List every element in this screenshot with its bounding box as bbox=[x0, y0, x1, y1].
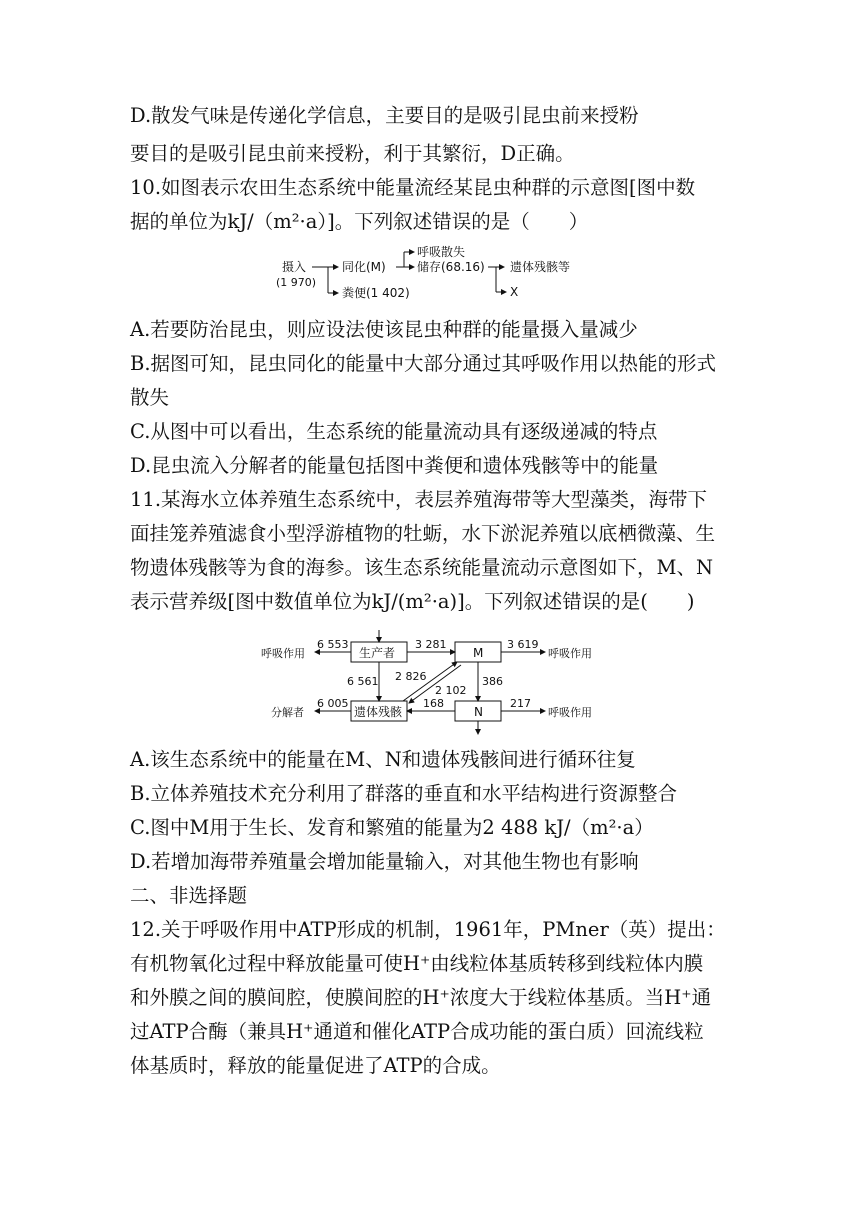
value-producer-respiration: 6 553 bbox=[317, 638, 349, 651]
aquaculture-energy-flow-diagram bbox=[255, 628, 605, 738]
decomposer-label: 分解者 bbox=[271, 706, 304, 719]
option-a: A.该生态系统中的能量在M、N和遗体残骸间进行循环往复 bbox=[130, 748, 636, 771]
question-12-stem: 和外膜之间的膜间腔，使膜间腔的H⁺浓度大于线粒体基质。当H⁺通 bbox=[130, 986, 712, 1009]
question-12-stem: 12.关于呼吸作用中ATP形成的机制，1961年，PMner（英）提出： bbox=[130, 918, 726, 941]
question-11-stem: 表示营养级[图中数值单位为kJ/(m²·a)]。下列叙述错误的是( ) bbox=[130, 590, 695, 613]
text-line: 要目的是吸引昆虫前来授粉，利于其繁衍，D正确。 bbox=[130, 142, 575, 165]
text-line: D.散发气味是传递化学信息，主要目的是吸引昆虫前来授粉 bbox=[130, 104, 639, 127]
option-c: C.从图中可以看出，生态系统的能量流动具有逐级递减的特点 bbox=[130, 420, 658, 443]
question-10-stem: 10.如图表示农田生态系统中能量流经某昆虫种群的示意图[图中数 bbox=[130, 176, 696, 199]
x-label: X bbox=[510, 285, 519, 299]
option-a: A.若要防治昆虫，则应设法使该昆虫种群的能量摄入量减少 bbox=[130, 318, 638, 341]
remains-label: 遗体残骸 bbox=[354, 705, 403, 719]
question-11-stem: 11.某海水立体养殖生态系统中，表层养殖海带等大型藻类，海带下 bbox=[130, 488, 708, 511]
respiration-loss-label: 呼吸散失 bbox=[417, 245, 466, 259]
option-c: C.图中M用于生长、发育和繁殖的能量为2 488 kJ/（m²·a） bbox=[130, 816, 654, 839]
value-n-remains: 168 bbox=[423, 697, 444, 710]
question-12-stem: 过ATP合酶（兼具H⁺通道和催化ATP合成功能的蛋白质）回流线粒 bbox=[130, 1020, 704, 1043]
question-11-stem: 物遗体残骸等为食的海参。该生态系统能量流动示意图如下，M、N bbox=[130, 556, 714, 579]
assimilation-label: 同化(M) bbox=[342, 260, 386, 274]
intake-value: (1 970) bbox=[276, 276, 317, 289]
option-b-cont: 散失 bbox=[130, 386, 170, 409]
question-12-stem: 有机物氧化过程中释放能量可使H⁺由线粒体基质转移到线粒体内膜 bbox=[130, 952, 704, 975]
respiration-m-label: 呼吸作用 bbox=[548, 647, 592, 660]
m-label: M bbox=[473, 646, 484, 660]
question-11-stem: 面挂笼养殖滤食小型浮游植物的牡蛎，水下淤泥养殖以底栖微藻、生 bbox=[130, 522, 716, 545]
respiration-n-label: 呼吸作用 bbox=[548, 706, 592, 719]
intake-label: 摄入 bbox=[282, 260, 307, 274]
value-remains-m: 2 826 bbox=[395, 670, 427, 683]
question-12-stem: 体基质时，释放的能量促进了ATP的合成。 bbox=[130, 1054, 501, 1077]
option-d: D.昆虫流入分解者的能量包括图中粪便和遗体残骸等中的能量 bbox=[130, 454, 659, 477]
option-b: B.立体养殖技术充分利用了群落的垂直和水平结构进行资源整合 bbox=[130, 782, 678, 805]
producer-label: 生产者 bbox=[359, 646, 396, 660]
value-producer-m: 3 281 bbox=[415, 638, 447, 651]
option-b: B.据图可知，昆虫同化的能量中大部分通过其呼吸作用以热能的形式 bbox=[130, 352, 717, 375]
n-label: N bbox=[474, 705, 483, 719]
section-heading: 二、非选择题 bbox=[130, 884, 248, 907]
insect-energy-flow-diagram bbox=[270, 240, 600, 306]
value-n-respiration: 217 bbox=[510, 697, 531, 710]
question-10-stem: 据的单位为kJ/（m²·a）]。下列叙述错误的是（ ） bbox=[130, 210, 589, 233]
value-remains-decomposer: 6 005 bbox=[317, 697, 349, 710]
storage-label: 储存(68.16) bbox=[417, 260, 485, 274]
remains-label: 遗体残骸等 bbox=[510, 260, 571, 274]
value-producer-remains: 6 561 bbox=[347, 675, 379, 688]
value-m-remains: 2 102 bbox=[435, 684, 467, 697]
option-d: D.若增加海带养殖量会增加能量输入，对其他生物也有影响 bbox=[130, 850, 639, 873]
value-m-respiration: 3 619 bbox=[507, 638, 539, 651]
feces-label: 粪便(1 402) bbox=[342, 286, 410, 300]
value-m-n: 386 bbox=[482, 675, 503, 688]
respiration-left-label: 呼吸作用 bbox=[261, 647, 305, 660]
